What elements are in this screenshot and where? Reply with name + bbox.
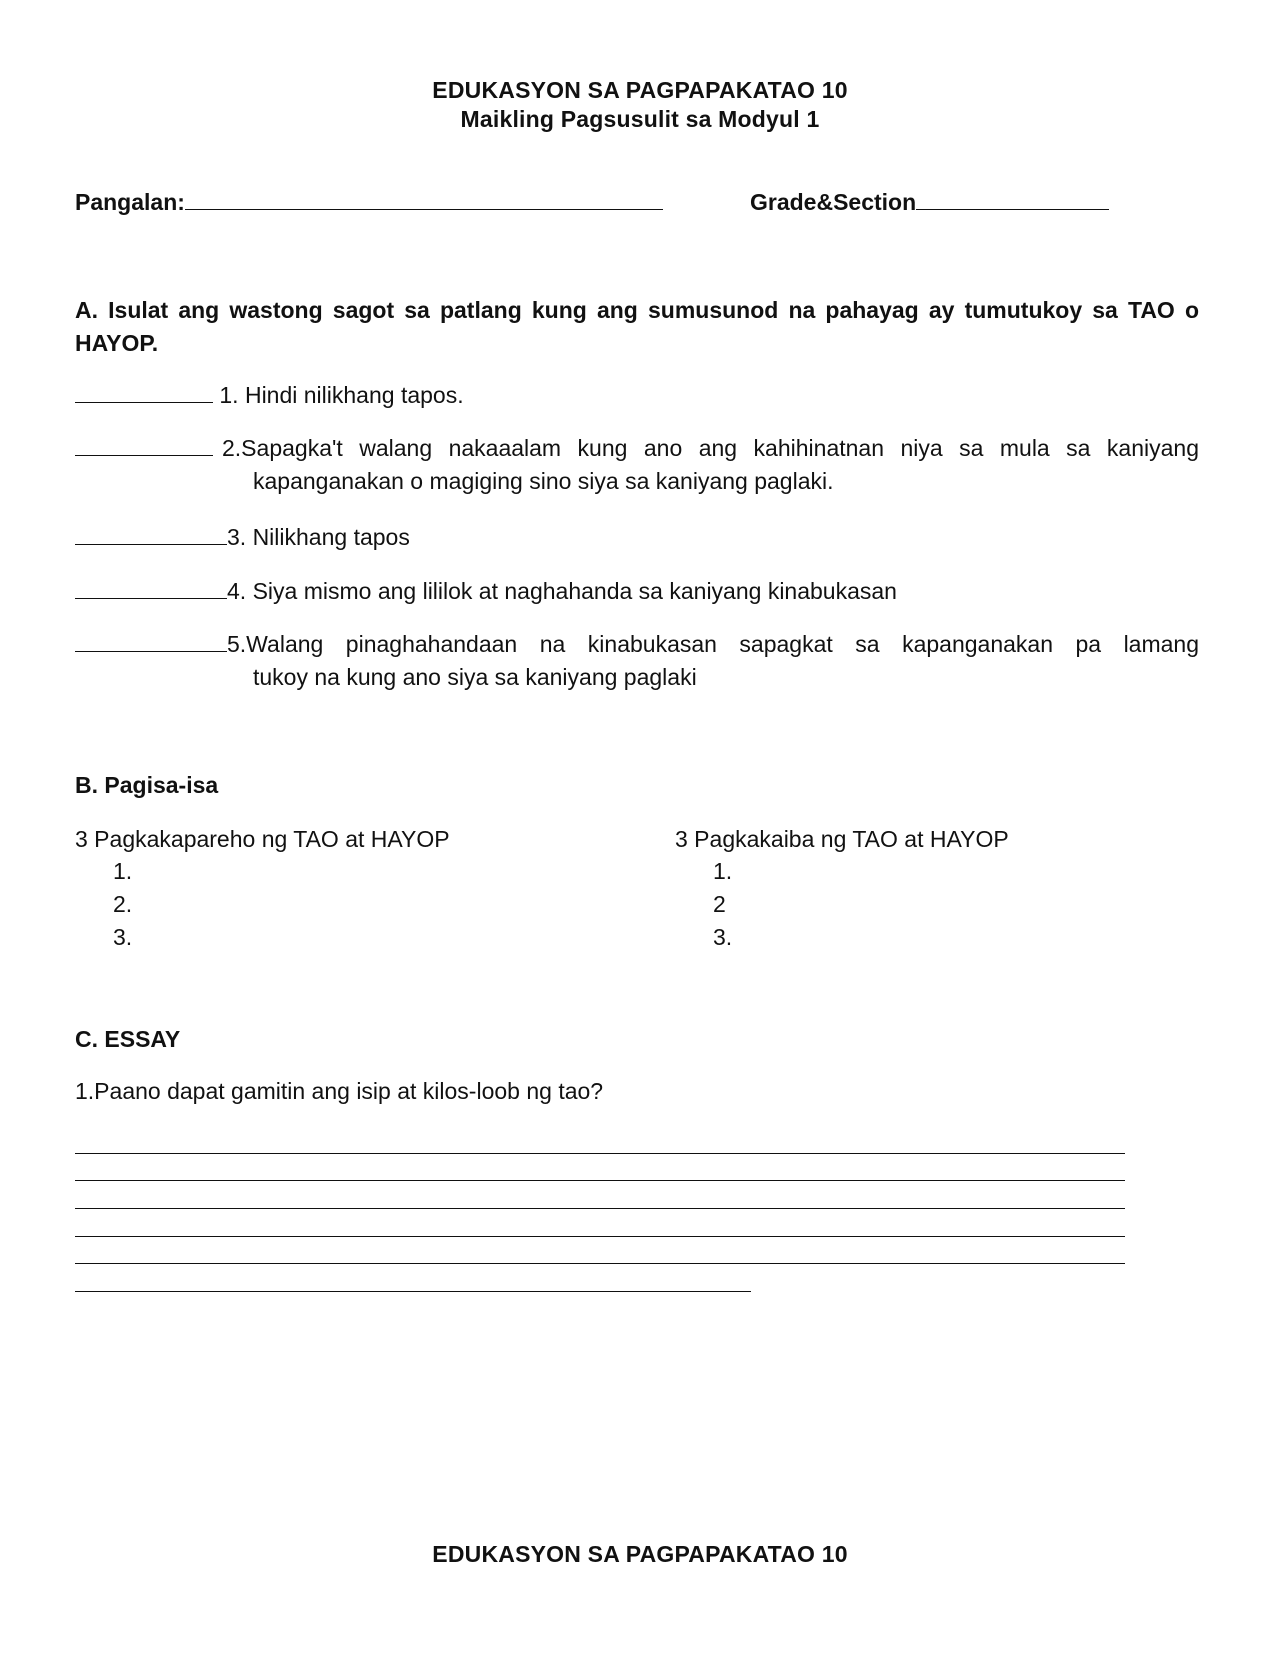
differences-number-3[interactable]: 3. [713,924,733,950]
item-1-text: 1. Hindi nilikhang tapos. [219,382,464,408]
document-title: EDUKASYON SA PAGPAPAKATAO 10 [432,77,848,103]
essay-answer-line-1[interactable] [75,1153,1125,1154]
item-2-text-line1: 2.Sapagka't walang nakaaalam kung ano ang kahihinatnan niya sa mula sa kaniyang [222,435,1199,461]
name-field [75,185,663,219]
answer-blank-1[interactable] [75,380,213,403]
section-b-heading: B. Pagisa-isa [75,772,219,798]
answer-blank-4[interactable] [75,576,227,599]
similarities-number-2[interactable]: 2. [113,891,133,917]
section-a-instruction: A. Isulat ang wastong sagot sa patlang kung ang sumusunod na pahayag ay tumutukoy sa TAO o HAYOP. [75,297,1199,356]
name-blank[interactable] [185,187,663,210]
similarities-number-3[interactable]: 3. [113,924,133,950]
essay-answer-line-3[interactable] [75,1208,1125,1209]
differences-number-1[interactable]: 1. [713,858,733,884]
item-5-text-line2: tukoy na kung ano siya sa kaniyang paglaki [253,664,697,690]
section-a-item-5 [75,628,1199,694]
item-4-text: 4. Siya mismo ang lililok at naghahanda sa kaniyang kinabukasan [227,578,897,604]
footer-title: EDUKASYON SA PAGPAPAKATAO 10 [432,1541,848,1567]
essay-answer-line-2[interactable] [75,1180,1125,1181]
document-subtitle: Maikling Pagsusulit sa Modyul 1 [460,106,820,132]
grade-section-label: Grade&Section [750,189,917,215]
differences-title: 3 Pagkakaiba ng TAO at HAYOP [675,826,1009,852]
section-a-item-4 [75,575,1199,608]
grade-section-blank[interactable] [916,187,1109,210]
essay-answer-line-6[interactable] [75,1291,751,1292]
item-3-text: 3. Nilikhang tapos [227,524,410,550]
section-a-item-3 [75,521,1199,554]
answer-blank-3[interactable] [75,522,227,545]
name-label: Pangalan: [75,189,185,215]
section-a-item-2 [75,432,1199,498]
section-a-item-1 [75,379,1199,412]
essay-answer-line-5[interactable] [75,1263,1125,1264]
answer-blank-2[interactable] [75,433,213,456]
essay-answer-line-4[interactable] [75,1236,1125,1237]
differences-number-2[interactable]: 2 [713,891,726,917]
similarities-number-1[interactable]: 1. [113,858,133,884]
similarities-title: 3 Pagkakapareho ng TAO at HAYOP [75,826,450,852]
essay-question: 1.Paano dapat gamitin ang isip at kilos-loob ng tao? [75,1078,604,1104]
grade-section-field [750,185,1109,219]
section-c-heading: C. ESSAY [75,1026,181,1052]
item-5-text-line1: 5.Walang pinaghahandaan na kinabukasan sapagkat sa kapanganakan pa lamang [227,631,1199,657]
answer-blank-5[interactable] [75,629,227,652]
item-2-text-line2: kapanganakan o magiging sino siya sa kaniyang paglaki. [253,468,834,494]
